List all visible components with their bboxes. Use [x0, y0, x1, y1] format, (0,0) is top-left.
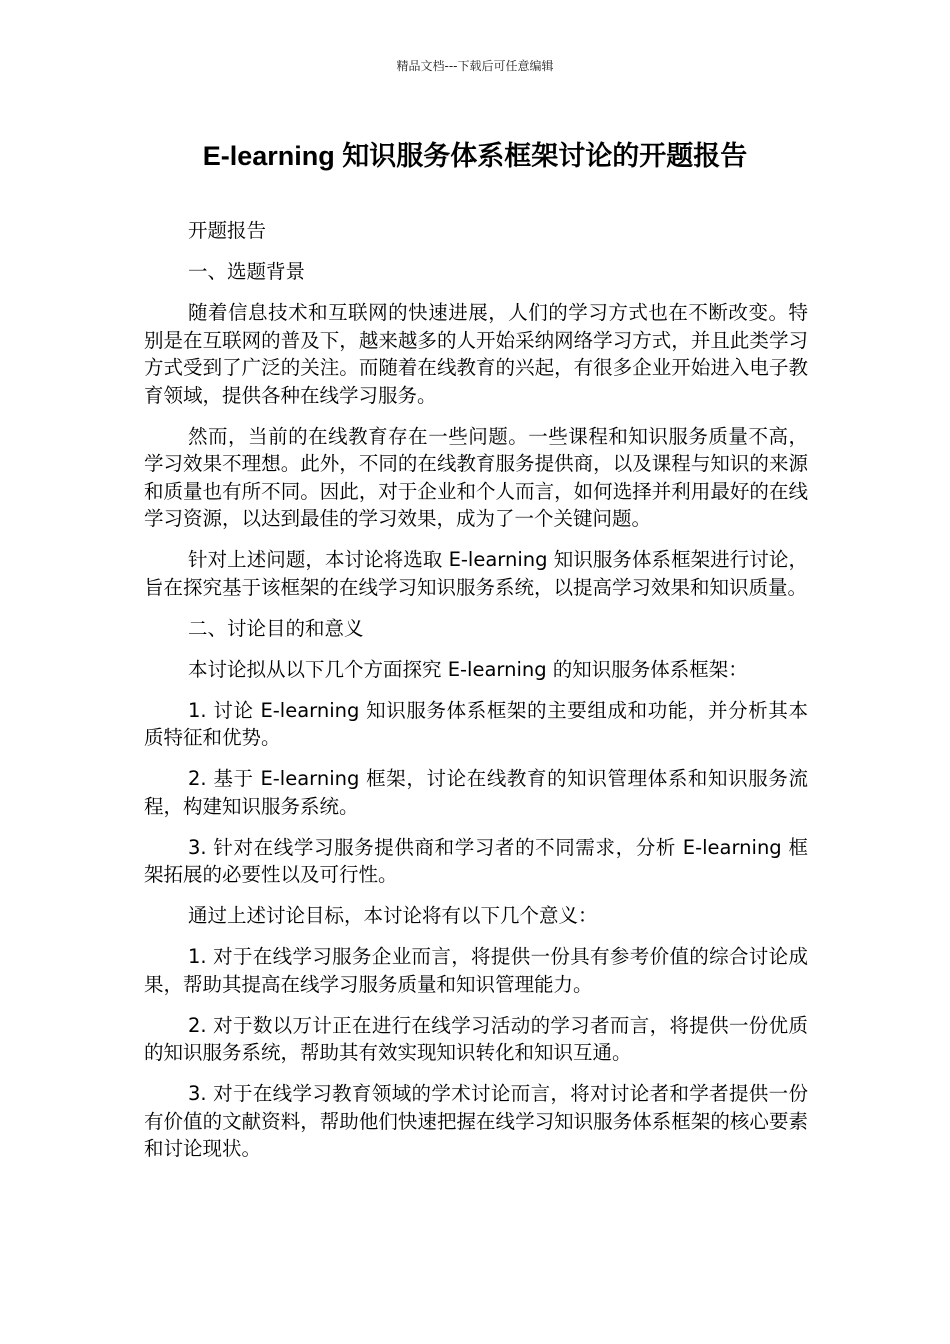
list-item: 3. 对于在线学习教育领域的学术讨论而言，将对讨论者和学者提供一份有价值的文献资料，帮助他们快速把握在线学习知识服务体系框架的核心要素和讨论现状。	[144, 1082, 808, 1160]
document-body	[144, 217, 808, 1176]
list-item: 2. 对于数以万计正在进行在线学习活动的学习者而言，将提供一份优质的知识服务系统，帮助其有效实现知识转化和知识互通。	[144, 1013, 808, 1064]
list-item: 2. 基于 E-learning 框架，讨论在线教育的知识管理体系和知识服务流程，构建知识服务系统。	[144, 767, 808, 818]
document-title: E-learning 知识服务体系框架讨论的开题报告	[202, 141, 748, 171]
paragraph: 然而，当前的在线教育存在一些问题。一些课程和知识服务质量不高，学习效果不理想。此外，不同的在线教育服务提供商，以及课程与知识的来源和质量也有所不同。因此，对于企业和个人而言，如何选择并利用最好的在线学习资源，以达到最佳的学习效果，成为了一个关键问题。	[144, 424, 808, 530]
header-note: 精品文档---下载后可任意编辑	[396, 59, 554, 73]
list-item: 1. 对于在线学习服务企业而言，将提供一份具有参考价值的综合讨论成果，帮助其提高在线学习服务质量和知识管理能力。	[144, 945, 808, 996]
list-item: 1. 讨论 E-learning 知识服务体系框架的主要组成和功能，并分析其本质特征和优势。	[144, 698, 808, 749]
paragraph: 本讨论拟从以下几个方面探究 E-learning 的知识服务体系框架：	[188, 657, 748, 681]
section-heading-purpose: 二、讨论目的和意义	[188, 616, 364, 640]
paragraph: 通过上述讨论目标，本讨论将有以下几个意义：	[188, 904, 598, 927]
list-item: 3. 针对在线学习服务提供商和学习者的不同需求，分析 E-learning 框架拓展的必要性以及可行性。	[144, 835, 808, 886]
paragraph: 针对上述问题，本讨论将选取 E-learning 知识服务体系框架进行讨论，旨在探究基于该框架的在线学习知识服务系统，以提高学习效果和知识质量。	[144, 548, 808, 599]
paragraph-report-label: 开题报告	[188, 219, 267, 242]
section-heading-background: 一、选题背景	[188, 260, 306, 283]
paragraph: 随着信息技术和互联网的快速进展，人们的学习方式也在不断改变。特别是在互联网的普及下，越来越多的人开始采纳网络学习方式，并且此类学习方式受到了广泛的关注。而随着在线教育的兴起，有很多企业开始进入电子教育领域，提供各种在线学习服务。	[144, 301, 808, 407]
